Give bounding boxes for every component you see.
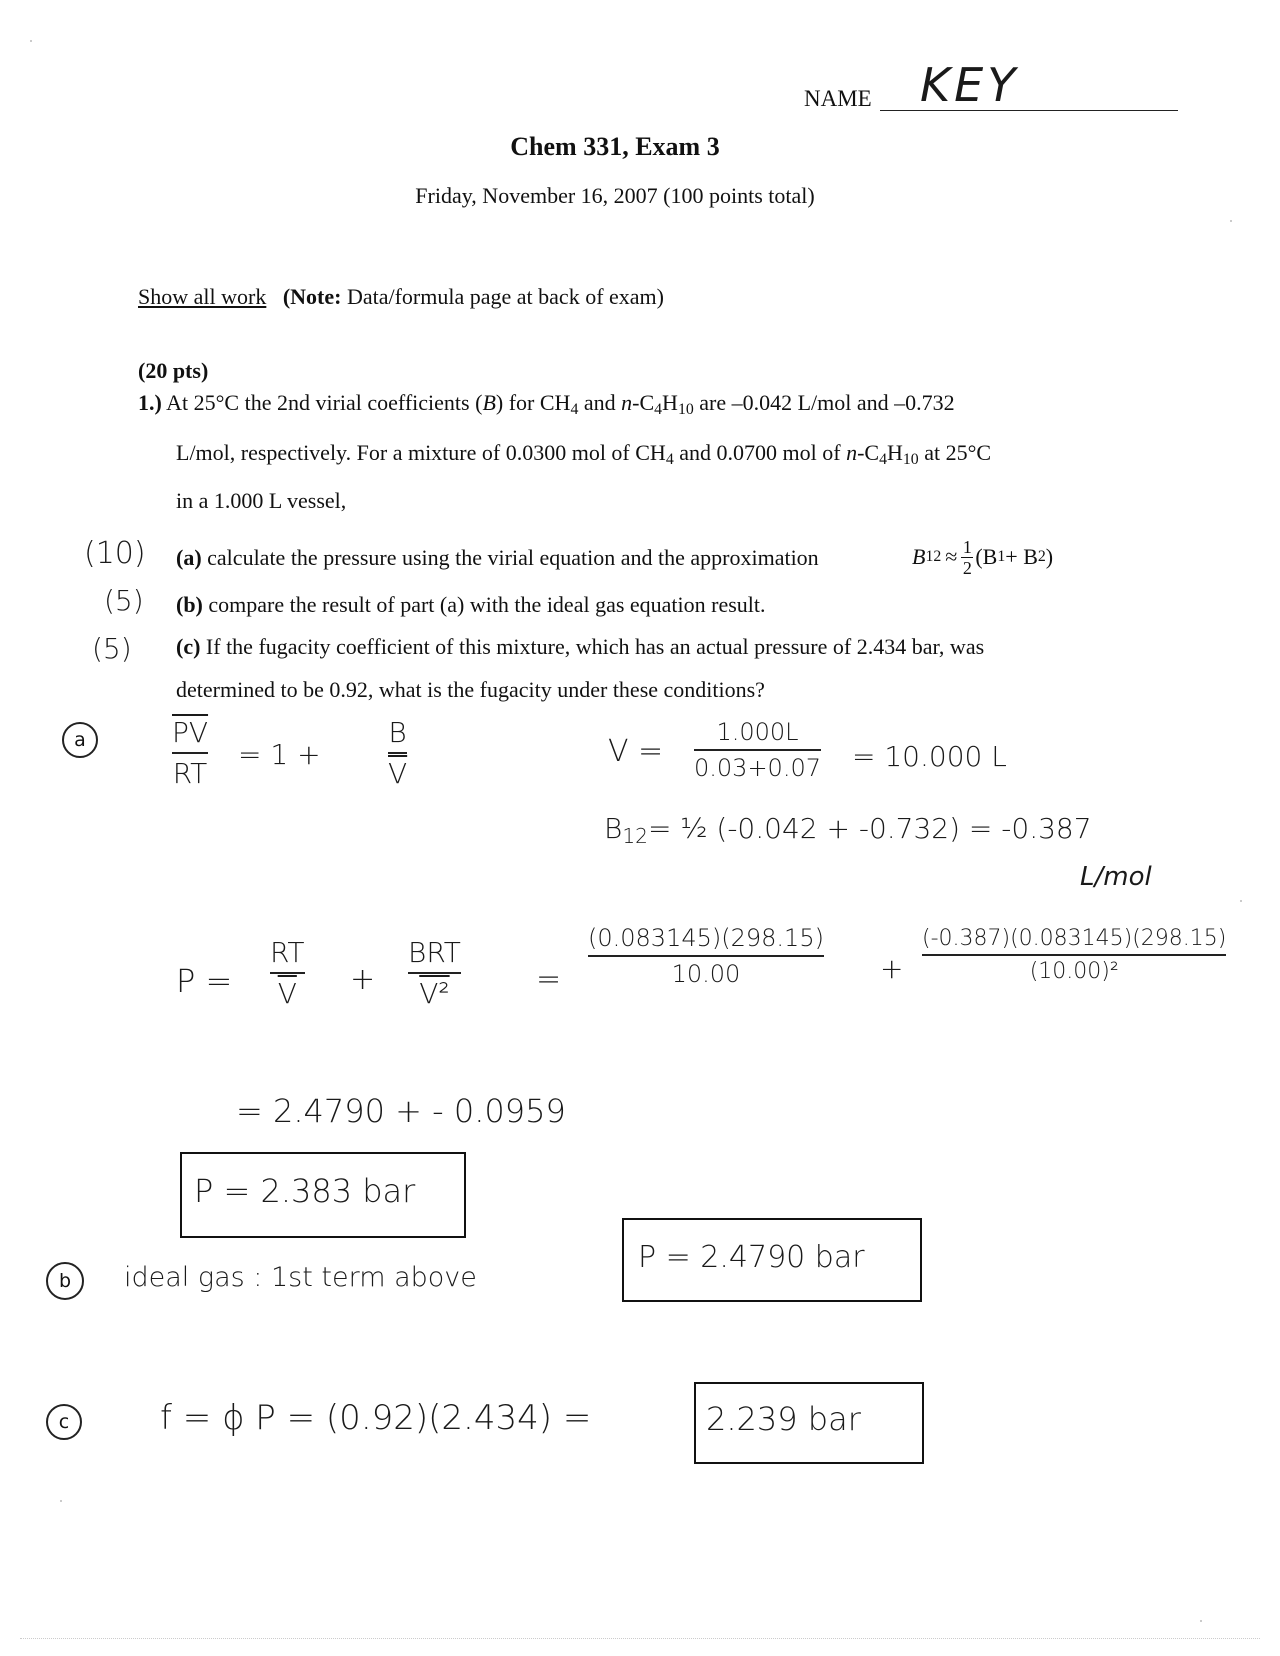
part-c: (c) If the fugacity coefficient of this mixture, which has an actual pressure of 2.434 bar, was [176, 634, 985, 659]
vbar-lhs: V = [608, 734, 664, 769]
scan-speck [1230, 220, 1232, 222]
name-label: NAME [804, 86, 872, 111]
vbar-result: = 10.000 L [852, 740, 1007, 773]
question-line-1: 1.) At 25°C the 2nd virial coefficients (B) for $CH_4$ and $n-C_4H_{10}$ are –0.042 L/mol and –0.732 [138, 390, 955, 418]
question-line-2: L/mol, respectively. For a mixture of 0.0300 mol of $CH_4$ and 0.0700 mol of $n-C_4H_{10}$ at 25°C [176, 440, 992, 468]
part-c-label: (c) [176, 634, 201, 659]
circle-label-b: b [46, 1262, 84, 1300]
p-numeric-term1: (0.083145)(298.15) 10.00 [588, 924, 824, 988]
p-lhs: P = [176, 962, 233, 1000]
part-a-label: (a) [176, 545, 202, 570]
vbar-fraction: 1.000L 0.03+0.07 [694, 718, 821, 782]
exam-title: Chem 331, Exam 3 [510, 132, 720, 161]
name-value-handwritten: KEY [920, 58, 1020, 112]
note-label: (Note: [282, 284, 342, 309]
p-plus: + [350, 962, 376, 997]
instructions-line [138, 284, 664, 310]
sum-line: = 2.4790 + - 0.0959 [236, 1092, 566, 1130]
exam-subtitle: Friday, November 16, 2007 (100 points total) [415, 183, 815, 208]
b12-unit: L/mol [1080, 862, 1152, 892]
circle-label-c: c [46, 1404, 82, 1440]
circle-label-a: a [62, 722, 98, 758]
p-plus-2: + [880, 952, 904, 985]
question-line-3: in a 1.000 L vessel, [176, 488, 347, 513]
note-text: Data/formula page at back of exam) [341, 284, 664, 309]
scan-speck [60, 1500, 62, 1502]
margin-points-b: (5) [104, 584, 144, 617]
p-equals: = [536, 962, 562, 997]
scan-edge-line [20, 1638, 1260, 1639]
p-term1: $\frac{RT}{V}$ [270, 936, 305, 1010]
boxed-result: P = 2.383 bar [194, 1172, 416, 1210]
approx-formula: B 12 ≈ 1 2 (B 1 + B 2 ) [912, 536, 1054, 578]
ideal-result: P = 2.4790 bar [638, 1240, 865, 1275]
part-c-line-2: determined to be 0.92, what is the fugacity under these conditions? [176, 677, 765, 702]
eq-equals-one-plus: = 1 + [238, 738, 321, 771]
question-points: (20 pts) [138, 358, 209, 383]
show-all-work-text: Show all work [138, 284, 267, 309]
scan-speck [1240, 900, 1242, 902]
scan-speck [1200, 1620, 1202, 1622]
scan-speck [30, 40, 32, 42]
margin-points-c: (5) [92, 632, 132, 665]
part-b-label: (b) [176, 592, 203, 617]
eq-b-over-v: $\frac{B}{V}$ [388, 716, 408, 790]
p-numeric-term2: (-0.387)(0.083145)(298.15) (10.00)² [922, 926, 1227, 984]
fugacity-result: 2.239 bar [706, 1400, 861, 1438]
part-a: (a) calculate the pressure using the virial equation and the approximation [176, 545, 819, 570]
fugacity-line: f = ϕ P = (0.92)(2.434) = [160, 1398, 592, 1438]
question-number: 1.) [138, 390, 162, 415]
margin-points-a: (10) [84, 536, 146, 571]
ideal-gas-text: ideal gas : 1st term above [124, 1262, 477, 1293]
p-term2: BRT V² [408, 936, 461, 1010]
part-b: (b) compare the result of part (a) with the ideal gas equation result. [176, 592, 766, 617]
b12-equation: $B_{12}=$ ½ (-0.042 + -0.732) = -0.387 [604, 812, 1092, 849]
eq-pv-over-rt: $\overline{PV}$ RT [172, 716, 209, 790]
